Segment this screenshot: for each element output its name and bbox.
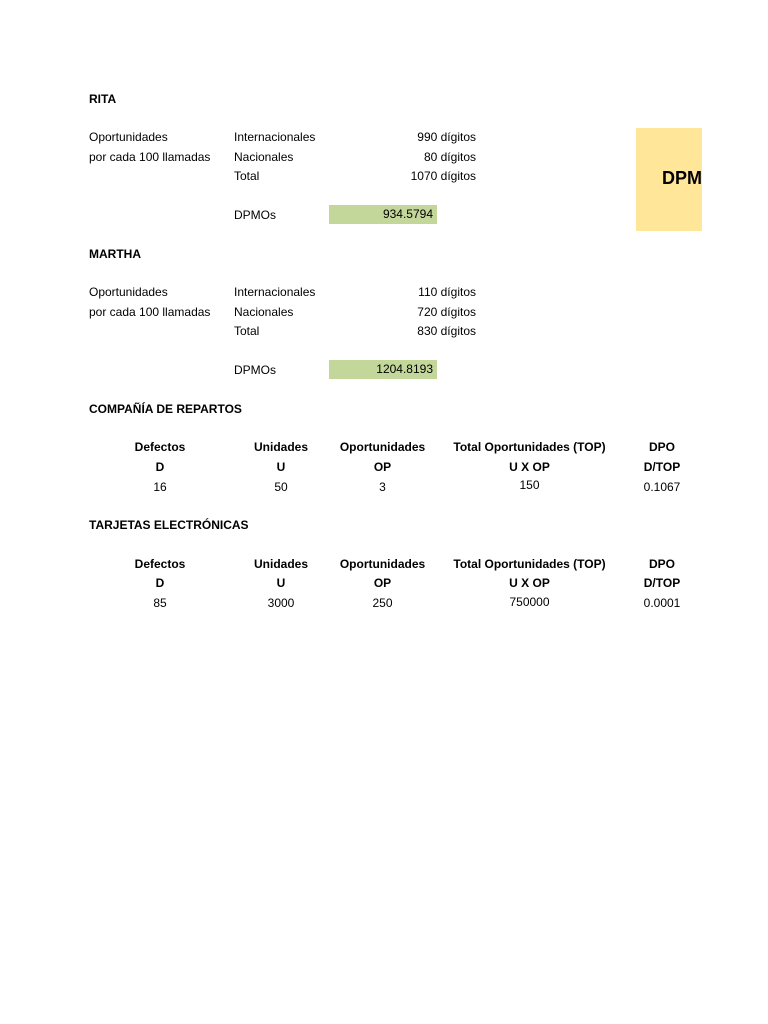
dpm-box-text: DPM xyxy=(662,168,702,188)
tarjetas-value-op: 250 xyxy=(372,596,393,610)
martha-row-value: 720 dígitos xyxy=(417,305,476,319)
tarjetas-value-d: 85 xyxy=(153,596,167,610)
rita-label-line2: por cada 100 llamadas xyxy=(89,150,211,164)
repartos-value-dpo: 0.1067 xyxy=(643,480,681,494)
tarjetas-subheader-uxop: U X OP xyxy=(509,576,550,590)
repartos-value-op: 3 xyxy=(379,480,386,494)
martha-row-name: Nacionales xyxy=(234,305,294,319)
martha-label-line2: por cada 100 llamadas xyxy=(89,305,211,319)
repartos-subheader-dtop: D/TOP xyxy=(643,460,681,474)
tarjetas-header-unidades: Unidades xyxy=(253,557,308,571)
tarjetas-header-dpo: DPO xyxy=(648,557,675,571)
repartos-header-unidades: Unidades xyxy=(253,440,308,454)
martha-row-value: 110 dígitos xyxy=(418,285,476,299)
tarjetas-value-u: 3000 xyxy=(267,596,295,610)
rita-row-name: Internacionales xyxy=(234,130,316,144)
repartos-subheader-uxop: U X OP xyxy=(509,460,550,474)
tarjetas-subheader-op: OP xyxy=(373,576,392,590)
repartos-value-u: 50 xyxy=(274,480,288,494)
rita-row-value: 1070 dígitos xyxy=(410,169,476,183)
tarjetas-value-top: 750000 xyxy=(509,595,550,609)
martha-row-value: 830 dígitos xyxy=(417,324,476,338)
repartos-value-top: 150 xyxy=(519,478,540,492)
rita-dpmo-label: DPMOs xyxy=(234,208,276,222)
rita-row-name: Nacionales xyxy=(234,150,294,164)
rita-row-value: 80 dígitos xyxy=(423,150,476,164)
rita-row-name: Total xyxy=(234,169,260,183)
repartos-header-top: Total Oportunidades (TOP) xyxy=(453,440,606,454)
rita-row-value: 990 dígitos xyxy=(417,130,476,144)
tarjetas-header-defectos: Defectos xyxy=(134,557,186,571)
martha-row-name: Total xyxy=(234,324,260,338)
repartos-title: COMPAÑÍA DE REPARTOS xyxy=(89,402,242,416)
repartos-subheader-op: OP xyxy=(373,460,392,474)
martha-label-line1: Oportunidades xyxy=(89,285,168,299)
martha-dpmo-value: 1204.8193 xyxy=(329,360,437,379)
tarjetas-value-dpo: 0.0001 xyxy=(643,596,681,610)
tarjetas-header-oportunidades: Oportunidades xyxy=(339,557,426,571)
martha-row-name: Internacionales xyxy=(234,285,316,299)
rita-label-line1: Oportunidades xyxy=(89,130,168,144)
tarjetas-header-top: Total Oportunidades (TOP) xyxy=(453,557,606,571)
tarjetas-subheader-u: U xyxy=(276,576,286,590)
tarjetas-title: TARJETAS ELECTRÓNICAS xyxy=(89,518,249,532)
martha-dpmo-label: DPMOs xyxy=(234,363,276,377)
repartos-value-d: 16 xyxy=(153,480,167,494)
dpm-box xyxy=(636,128,702,231)
tarjetas-subheader-dtop: D/TOP xyxy=(643,576,681,590)
repartos-subheader-d: D xyxy=(155,460,165,474)
rita-dpmo-value: 934.5794 xyxy=(329,205,437,224)
tarjetas-subheader-d: D xyxy=(155,576,165,590)
repartos-header-dpo: DPO xyxy=(648,440,675,454)
repartos-subheader-u: U xyxy=(276,460,286,474)
rita-title: RITA xyxy=(89,92,117,106)
repartos-header-defectos: Defectos xyxy=(134,440,186,454)
martha-title: MARTHA xyxy=(89,247,141,261)
repartos-header-oportunidades: Oportunidades xyxy=(339,440,426,454)
